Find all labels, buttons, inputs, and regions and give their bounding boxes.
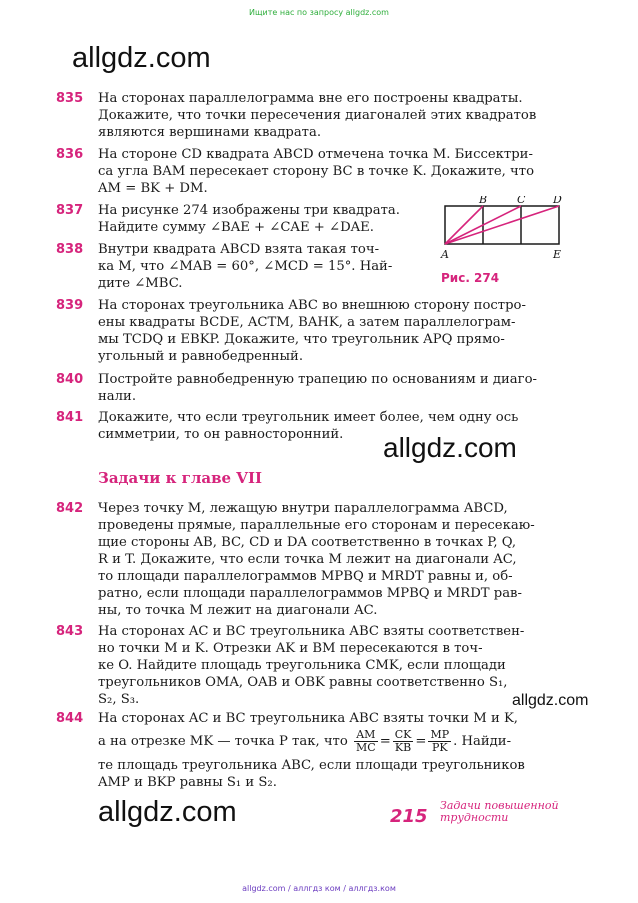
watermark: allgdz.com (383, 432, 517, 463)
problem-text (98, 409, 618, 443)
text-line: На сторонах треугольника ABC во внешнюю сторону постро- (98, 298, 526, 313)
text-line: Докажите, что точки пересечения диагоналей этих квадратов (98, 108, 537, 123)
text-line: ратно, если площади параллелограммов MPBQ и MRDT рав- (98, 586, 522, 601)
text-line: ке O. Найдите площадь треугольника CMK, если площади (98, 658, 506, 673)
problem-text (98, 202, 438, 236)
text-segment: а на отрезке MK — точка P так, что (98, 734, 348, 749)
label-d: D (553, 196, 562, 206)
problem-text (98, 146, 618, 197)
text-line: угольный и равнобедренный. (98, 349, 304, 364)
text-line: На рисунке 274 изображены три квадрата. (98, 203, 400, 218)
text-line: На стороне CD квадрата ABCD отмечена точка M. Биссектри- (98, 147, 533, 162)
problem-text (98, 297, 618, 365)
text-line: Внутри квадрата ABCD взята такая точ- (98, 242, 380, 257)
problem-number: 844 (56, 711, 84, 726)
text-line: AMP и BKP равны S₁ и S₂. (98, 775, 277, 790)
note-line: Задачи повышенной (440, 799, 559, 812)
text-segment: . Найди- (453, 734, 512, 749)
fraction-am-mc: $\frac{AM}{MC}$ (356, 728, 376, 754)
text-line: треугольников OMA, OAB и OBK равны соответственно S₁, (98, 675, 508, 690)
text-line: ны, то точка M лежит на диагонали AC. (98, 603, 378, 618)
problem-text (98, 90, 618, 141)
text-line: S₂, S₃. (98, 692, 140, 707)
text-line: дите ∠MBC. (98, 276, 183, 291)
problem-text (98, 710, 618, 791)
text-line: AM = BK + DM. (98, 181, 208, 196)
text-line: Докажите, что если треугольник имеет более, чем одну ось (98, 410, 519, 425)
problem-number: 839 (56, 298, 84, 313)
label-e: E (553, 248, 562, 261)
text-line: R и T. Докажите, что если точка M лежит на диагонали AC, (98, 552, 517, 567)
fraction-mp-pk: $\frac{MP}{PK}$ (430, 728, 450, 754)
problem-text (98, 241, 438, 292)
text-line: На сторонах AC и BC треугольника ABC взяты соответствен- (98, 624, 525, 639)
problem-number: 841 (56, 410, 84, 425)
text-line: Через точку M, лежащую внутри параллелограмма ABCD, (98, 501, 508, 516)
watermark: allgdz.com (512, 692, 589, 709)
hard-problems-note (440, 800, 559, 824)
text-line: то площади параллелограммов MPBQ и MRDT равны и, об- (98, 569, 513, 584)
text-line: те площадь треугольника ABC, если площади треугольников (98, 758, 525, 773)
problem-number: 842 (56, 501, 84, 516)
problem-number: 836 (56, 147, 84, 162)
page-number: 215 (390, 806, 428, 827)
problem-number: 837 (56, 203, 84, 218)
label-c: C (517, 196, 526, 206)
problem-text (98, 371, 618, 405)
header-note: Ищите нас по запросу allgdz.com (249, 8, 389, 17)
watermark: allgdz.com (98, 796, 237, 828)
text-line: Найдите сумму ∠BAE + ∠CAE + ∠DAE. (98, 220, 374, 235)
text-line-with-fractions: а на отрезке MK — точка P так, что $\frac{AM}{MC}$ = $\frac{CK}{KB}$ = $\frac{MP}{PK}$ . Найди- (98, 728, 512, 754)
section-title: Задачи к главе VII (98, 469, 262, 487)
problem-number: 843 (56, 624, 84, 639)
problem-number: 835 (56, 91, 84, 106)
text-line: нали. (98, 389, 137, 404)
problem-number: 838 (56, 242, 84, 257)
figure-caption: Рис. 274 (441, 271, 500, 285)
text-line: проведены прямые, параллельные его сторонам и пересекаю- (98, 518, 535, 533)
problem-text (98, 500, 618, 619)
text-line: щие стороны AB, BC, CD и DA соответственно в точках P, Q, (98, 535, 517, 550)
text-line: Постройте равнобедренную трапецию по основаниям и диаго- (98, 372, 537, 387)
watermark: allgdz.com (72, 42, 211, 74)
label-a: A (441, 248, 449, 261)
text-line: мы TCDQ и EBKP. Докажите, что треугольник APQ прямо- (98, 332, 505, 347)
text-line: являются вершинами квадрата. (98, 125, 322, 140)
text-line: На сторонах AC и BC треугольника ABC взяты точки M и K, (98, 711, 518, 726)
note-line: трудности (440, 811, 509, 824)
fraction-ck-kb: $\frac{CK}{KB}$ (394, 728, 412, 754)
footer-note: allgdz.com / аллгдз ком / аллгдз.ком (242, 884, 396, 893)
text-line: но точки M и K. Отрезки AK и BM пересекаются в точ- (98, 641, 483, 656)
text-line: ка M, что ∠MAB = 60°, ∠MCD = 15°. Най- (98, 259, 393, 274)
label-b: B (479, 196, 488, 206)
text-line: са угла BAM пересекает сторону BC в точке K. Докажите, что (98, 164, 535, 179)
problem-number: 840 (56, 372, 84, 387)
text-line: ены квадраты BCDE, ACTM, BAHK, а затем параллелограм- (98, 315, 516, 330)
figure-274-three-squares (440, 196, 570, 266)
text-line: На сторонах параллелограмма вне его построены квадраты. (98, 91, 523, 106)
text-line: симметрии, то он равносторонний. (98, 427, 344, 442)
